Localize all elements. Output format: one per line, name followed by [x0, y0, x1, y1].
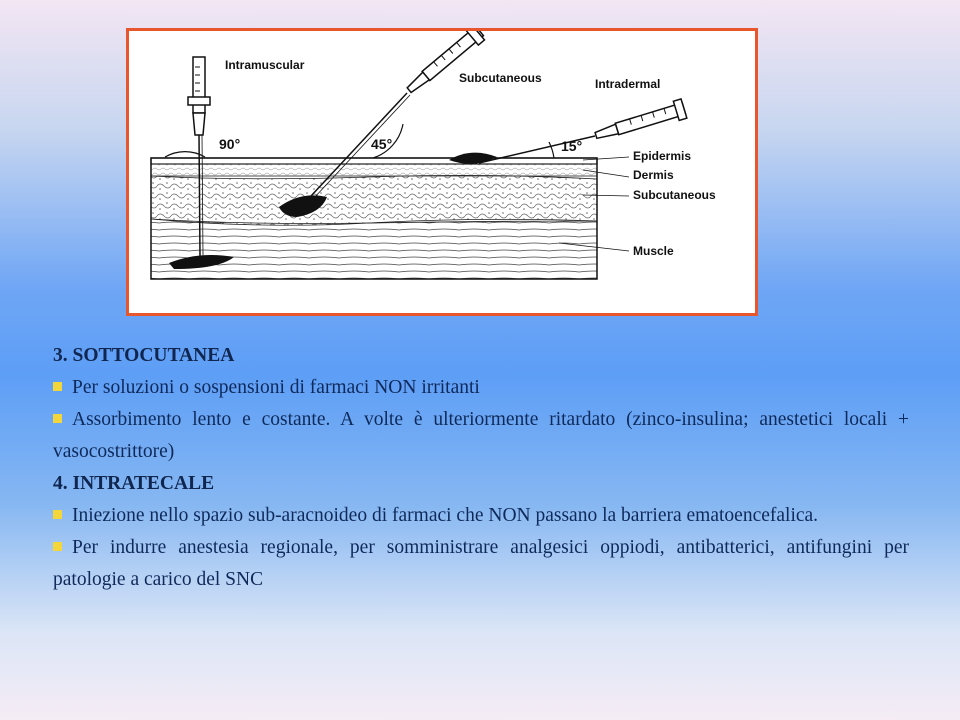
- section-heading-intratecale: 4. INTRATECALE: [53, 473, 215, 494]
- square-bullet-icon: [53, 542, 62, 551]
- label-intramuscular: Intramuscular: [225, 58, 305, 72]
- bullet-text: Per indurre anestesia regionale, per somministrare analgesici oppiodi, antibatterici, antifungini per patologie a carico del SNC: [53, 537, 909, 590]
- bullet-text: Per soluzioni o sospensioni di farmaci NON irritanti: [72, 377, 480, 398]
- bullet-text: Assorbimento lento e costante. A volte è ulteriormente ritardato (zinco-insulina; anestetici locali + vasocostrittore): [53, 409, 909, 462]
- angle-45: 45°: [371, 136, 393, 152]
- injection-routes-figure: [126, 28, 758, 316]
- angle-15: 15°: [561, 138, 583, 154]
- bullet-item: [53, 372, 909, 404]
- bullet-item: [53, 404, 909, 468]
- content-text: [53, 340, 909, 596]
- bullet-text: Iniezione nello spazio sub-aracnoideo di farmaci che NON passano la barriera ematoencefalica.: [72, 505, 819, 526]
- angle-90: 90°: [219, 136, 241, 152]
- bullet-item: [53, 532, 909, 596]
- label-muscle: Muscle: [633, 244, 674, 258]
- label-dermis: Dermis: [633, 168, 674, 182]
- section-heading-sottocutanea: 3. SOTTOCUTANEA: [53, 345, 235, 366]
- label-subcutaneous-route: Subcutaneous: [459, 71, 542, 85]
- injection-diagram: [129, 31, 755, 313]
- bullet-item: [53, 500, 909, 532]
- square-bullet-icon: [53, 414, 62, 423]
- square-bullet-icon: [53, 510, 62, 519]
- label-intradermal: Intradermal: [595, 77, 661, 91]
- label-subcutaneous-layer: Subcutaneous: [633, 188, 716, 202]
- square-bullet-icon: [53, 382, 62, 391]
- label-epidermis: Epidermis: [633, 149, 692, 163]
